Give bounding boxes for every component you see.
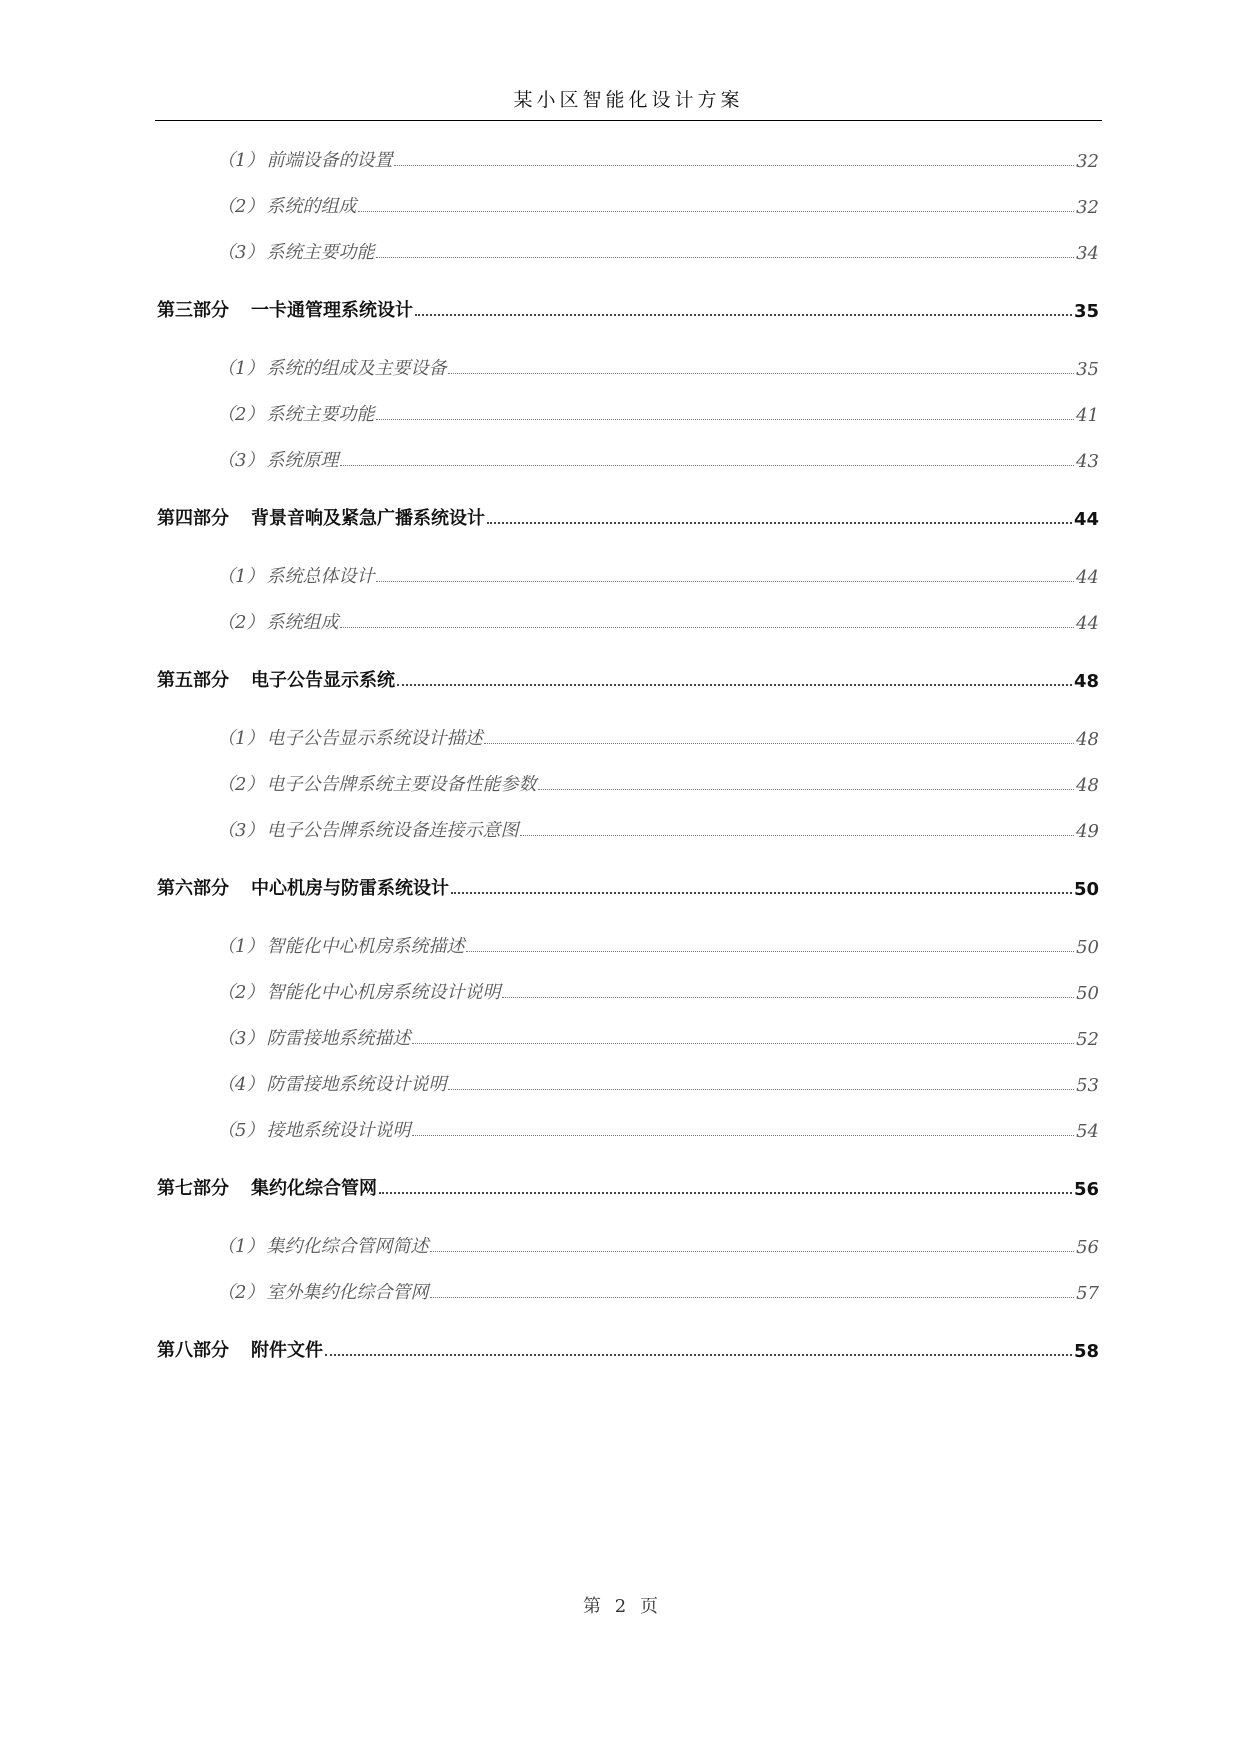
- toc-entry-text: 一卡通管理系统设计: [251, 300, 413, 321]
- toc-dot-leader: [448, 1089, 1074, 1090]
- toc-entry-text: 前端设备的设置: [266, 150, 393, 171]
- toc-entry-number: 第四部分: [157, 508, 229, 529]
- toc-dot-leader: [451, 892, 1072, 894]
- toc-dot-leader: [376, 257, 1074, 258]
- toc-entry-number: （2）: [217, 404, 265, 425]
- toc-entry-title: [217, 770, 538, 796]
- toc-subsection-entry[interactable]: [217, 766, 1099, 796]
- toc-dot-leader: [502, 997, 1074, 998]
- toc-subsection-entry[interactable]: [217, 1112, 1099, 1142]
- toc-section-entry[interactable]: [157, 662, 1099, 692]
- toc-dot-leader: [376, 581, 1074, 582]
- toc-entry-number: 第五部分: [157, 670, 229, 691]
- toc-entry-text: 电子公告显示系统设计描述: [266, 728, 483, 749]
- toc-subsection-entry[interactable]: [217, 1066, 1099, 1096]
- toc-page-number: 56: [1076, 1237, 1099, 1258]
- toc-entry-title: [217, 1232, 430, 1258]
- toc-dot-leader: [484, 743, 1074, 744]
- toc-entry-text: 接地系统设计说明: [266, 1120, 411, 1141]
- toc-dot-leader: [358, 211, 1074, 212]
- toc-page-number: 32: [1076, 151, 1099, 172]
- toc-subsection-entry[interactable]: [217, 604, 1099, 634]
- toc-subsection-entry[interactable]: [217, 1228, 1099, 1258]
- toc-page-number: 54: [1076, 1121, 1099, 1142]
- toc-page-number: 32: [1076, 197, 1099, 218]
- toc-entry-number: 第三部分: [157, 300, 229, 321]
- toc-page-number: 50: [1076, 937, 1099, 958]
- toc-page-number: 44: [1076, 613, 1099, 634]
- toc-entry-title: [217, 608, 340, 634]
- toc-entry-text: 防雷接地系统描述: [266, 1028, 411, 1049]
- toc-page-number: 41: [1076, 405, 1099, 426]
- toc-entry-text: 中心机房与防雷系统设计: [251, 878, 449, 899]
- toc-subsection-entry[interactable]: [217, 188, 1099, 218]
- toc-entry-text: 系统的组成及主要设备: [266, 358, 447, 379]
- toc-entry-text: 智能化中心机房系统描述: [266, 936, 465, 957]
- toc-entry-title: [157, 504, 487, 530]
- toc-dot-leader: [415, 314, 1072, 316]
- toc-subsection-entry[interactable]: [217, 442, 1099, 472]
- toc-entry-text: 电子公告牌系统主要设备性能参数: [266, 774, 537, 795]
- toc-entry-number: （1）: [217, 936, 265, 957]
- toc-page-number: 50: [1076, 983, 1099, 1004]
- toc-subsection-entry[interactable]: [217, 558, 1099, 588]
- toc-section-entry[interactable]: [157, 1332, 1099, 1362]
- toc-entry-text: 室外集约化综合管网: [266, 1282, 429, 1303]
- toc-entry-text: 系统主要功能: [266, 242, 375, 263]
- toc-subsection-entry[interactable]: [217, 142, 1099, 172]
- toc-entry-title: [217, 724, 484, 750]
- toc-subsection-entry[interactable]: [217, 812, 1099, 842]
- toc-page-number: 50: [1073, 879, 1099, 900]
- toc-entry-number: （2）: [217, 1282, 265, 1303]
- toc-entry-title: [217, 146, 394, 172]
- toc-subsection-entry[interactable]: [217, 1274, 1099, 1304]
- toc-dot-leader: [394, 165, 1074, 166]
- toc-entry-text: 集约化综合管网简述: [266, 1236, 429, 1257]
- toc-page-number: 43: [1076, 451, 1099, 472]
- toc-section-entry[interactable]: [157, 870, 1099, 900]
- toc-entry-title: [217, 1116, 412, 1142]
- toc-entry-text: 防雷接地系统设计说明: [266, 1074, 447, 1095]
- toc-entry-text: 智能化中心机房系统设计说明: [266, 982, 501, 1003]
- toc-dot-leader: [340, 465, 1074, 466]
- toc-entry-title: [217, 1024, 412, 1050]
- toc-entry-text: 背景音响及紧急广播系统设计: [251, 508, 485, 529]
- toc-entry-title: [217, 1278, 430, 1304]
- toc-dot-leader: [412, 1043, 1074, 1044]
- toc-entry-number: （1）: [217, 1236, 265, 1257]
- toc-page-number: 57: [1076, 1283, 1099, 1304]
- toc-page-number: 56: [1073, 1179, 1099, 1200]
- toc-entry-title: [217, 192, 358, 218]
- toc-dot-leader: [430, 1297, 1074, 1298]
- footer-prefix: 第: [583, 1596, 602, 1617]
- toc-section-entry[interactable]: [157, 500, 1099, 530]
- toc-entry-text: 系统总体设计: [266, 566, 375, 587]
- toc-page-number: 48: [1076, 775, 1099, 796]
- toc-subsection-entry[interactable]: [217, 350, 1099, 380]
- toc-entry-title: [157, 1336, 325, 1362]
- toc-entry-title: [217, 978, 502, 1004]
- toc-entry-text: 系统主要功能: [266, 404, 375, 425]
- toc-entry-number: （4）: [217, 1074, 265, 1095]
- toc-subsection-entry[interactable]: [217, 396, 1099, 426]
- toc-entry-title: [217, 932, 466, 958]
- toc-entry-text: 系统原理: [266, 450, 339, 471]
- toc-entry-title: [157, 874, 451, 900]
- toc-entry-number: （3）: [217, 820, 265, 841]
- toc-page-number: 49: [1076, 821, 1099, 842]
- toc-dot-leader: [487, 522, 1072, 524]
- toc-entry-text: 系统组成: [266, 612, 339, 633]
- toc-entry-number: 第七部分: [157, 1178, 229, 1199]
- toc-entry-number: （2）: [217, 196, 265, 217]
- toc-dot-leader: [448, 373, 1074, 374]
- toc-dot-leader: [397, 684, 1072, 686]
- page-footer: [0, 1592, 1241, 1618]
- toc-subsection-entry[interactable]: [217, 1020, 1099, 1050]
- toc-entry-number: （3）: [217, 242, 265, 263]
- toc-entry-number: 第六部分: [157, 878, 229, 899]
- toc-entry-number: （3）: [217, 1028, 265, 1049]
- toc-entry-title: [157, 666, 397, 692]
- toc-dot-leader: [379, 1192, 1072, 1194]
- toc-dot-leader: [325, 1354, 1072, 1356]
- toc-page-number: 44: [1076, 567, 1099, 588]
- toc-dot-leader: [538, 789, 1074, 790]
- toc-section-entry[interactable]: [157, 292, 1099, 322]
- toc-entry-text: 系统的组成: [266, 196, 357, 217]
- toc-page-number: 34: [1076, 243, 1099, 264]
- toc-dot-leader: [520, 835, 1074, 836]
- footer-suffix: 页: [639, 1596, 658, 1617]
- toc-entry-title: [217, 400, 376, 426]
- toc-dot-leader: [376, 419, 1074, 420]
- toc-subsection-entry[interactable]: [217, 974, 1099, 1004]
- toc-dot-leader: [412, 1135, 1074, 1136]
- toc-entry-number: 第八部分: [157, 1340, 229, 1361]
- page-header: 某小区智能化设计方案: [513, 89, 744, 111]
- toc-dot-leader: [466, 951, 1074, 952]
- toc-dot-leader: [430, 1251, 1074, 1252]
- toc-page-number: 53: [1076, 1075, 1099, 1096]
- toc-entry-title: [217, 562, 376, 588]
- toc-entry-number: （5）: [217, 1120, 265, 1141]
- toc-entry-title: [217, 816, 520, 842]
- toc-entry-title: [217, 446, 340, 472]
- toc-entry-number: （1）: [217, 566, 265, 587]
- toc-entry-title: [217, 238, 376, 264]
- toc-entry-number: （2）: [217, 774, 265, 795]
- toc-entry-title: [157, 1174, 379, 1200]
- toc-entry-number: （3）: [217, 450, 265, 471]
- toc-entry-number: （2）: [217, 612, 265, 633]
- toc-entry-text: 集约化综合管网: [251, 1178, 377, 1199]
- toc-page-number: 48: [1073, 671, 1099, 692]
- toc-dot-leader: [340, 627, 1074, 628]
- footer-page-number: 2: [614, 1596, 627, 1617]
- toc-entry-text: 电子公告显示系统: [251, 670, 395, 691]
- toc-subsection-entry[interactable]: [217, 234, 1099, 264]
- toc-page-number: 35: [1073, 301, 1099, 322]
- toc-subsection-entry[interactable]: [217, 928, 1099, 958]
- toc-page-number: 35: [1076, 359, 1099, 380]
- toc-entry-number: （1）: [217, 358, 265, 379]
- toc-subsection-entry[interactable]: [217, 720, 1099, 750]
- toc-entry-title: [157, 296, 415, 322]
- toc-page-number: 48: [1076, 729, 1099, 750]
- toc-entry-text: 附件文件: [251, 1340, 323, 1361]
- toc-page-number: 52: [1076, 1029, 1099, 1050]
- toc-entry-number: （2）: [217, 982, 265, 1003]
- toc-entry-text: 电子公告牌系统设备连接示意图: [266, 820, 519, 841]
- toc-entry-title: [217, 354, 448, 380]
- toc-entry-number: （1）: [217, 728, 265, 749]
- toc-section-entry[interactable]: [157, 1170, 1099, 1200]
- toc-page-number: 58: [1073, 1341, 1099, 1362]
- toc-entry-title: [217, 1070, 448, 1096]
- toc-entry-number: （1）: [217, 150, 265, 171]
- toc-page-number: 44: [1073, 509, 1099, 530]
